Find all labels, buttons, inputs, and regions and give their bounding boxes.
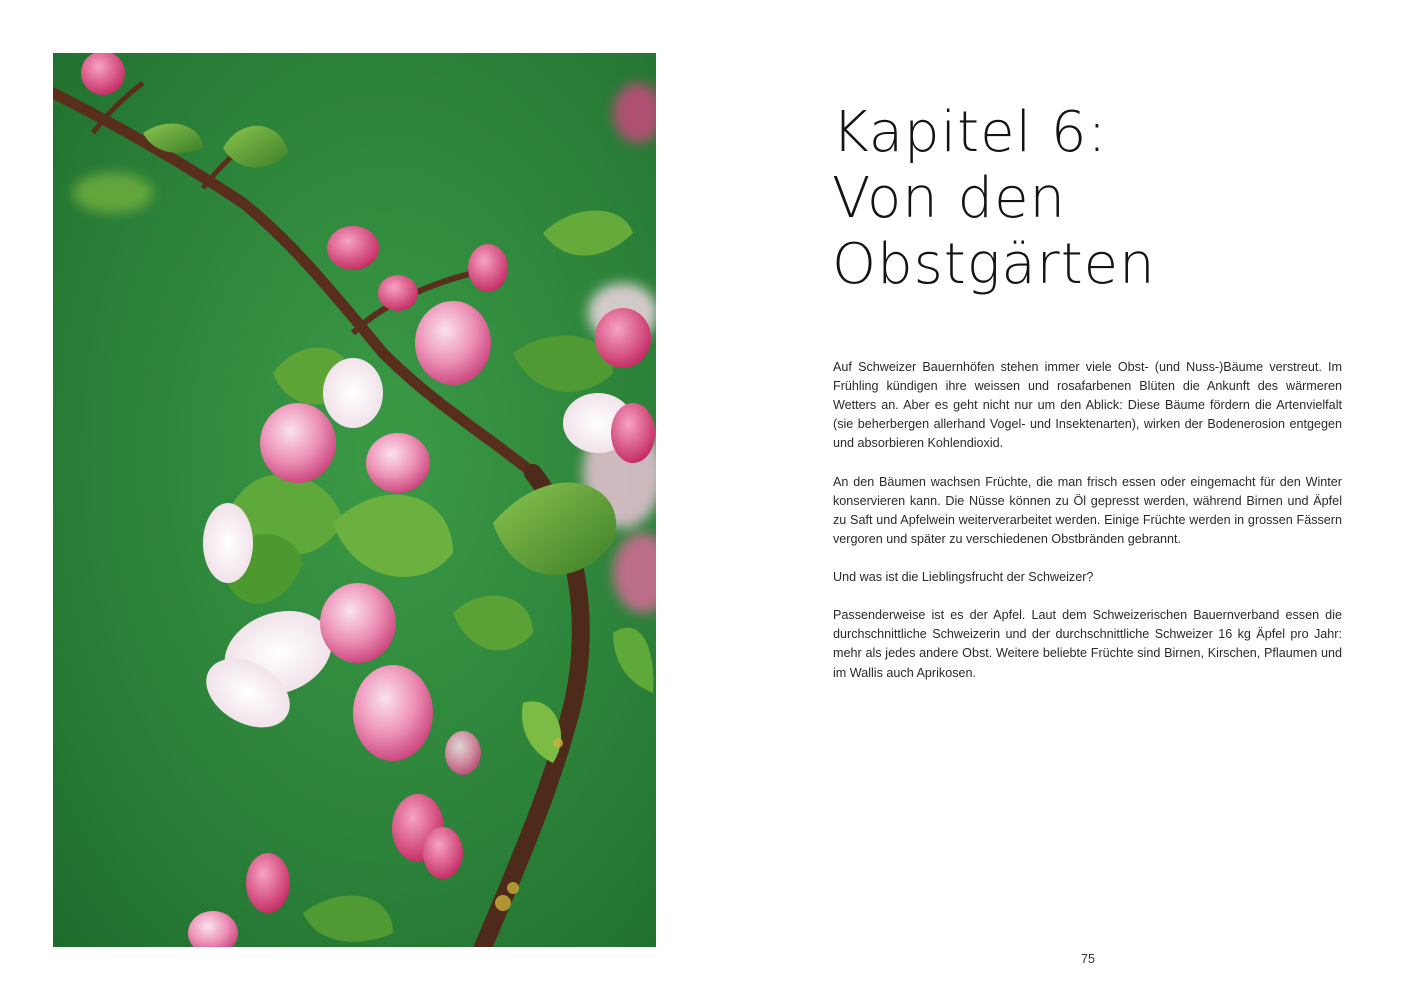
- apple-blossom-photo: [53, 53, 656, 947]
- paragraph-3: Und was ist die Lieblingsfrucht der Schweizer?: [833, 570, 1094, 585]
- chapter-title: [832, 100, 1352, 298]
- paragraph-2: An den Bäumen wachsen Früchte, die man frisch essen oder eingemacht für den Winter konservieren kann. Die Nüsse können zu Öl gepresst werden, während Birnen und Äpfel zu Saft und Apfelwein weiterverarbeitet werden. Einige Früchte werden in grossen Fässern vergoren und später zu verschiedenen Obstbränden gebrannt.: [833, 474, 1342, 546]
- chapter-title-line-2: Von den: [832, 166, 1067, 231]
- paragraph-1: Auf Schweizer Bauernhöfen stehen immer viele Obst- (und Nuss-)Bäume verstreut. Im Frühling kündigen ihre weissen und rosafarbenen Blüten die Ankunft des wärmeren Wetters an. Aber es geht nicht nur um den Ablick: Diese Bäume fördern die Artenvielfalt (sie beherbergen allerhand Vogel- und Insektenarten), wirken der Bodenerosion entgegen und absorbieren Kohlendioxid.: [833, 360, 1342, 451]
- paragraph-4: Passenderweise ist es der Apfel. Laut dem Schweizerischen Bauernverband essen die durchschnittliche Schweizerin und der durchschnittliche Schweizer 16 kg Äpfel pro Jahr: mehr als jedes andere Obst. Weitere beliebte Früchte sind Birnen, Kirschen, Pflaumen und im Wallis auch Aprikosen.: [833, 608, 1342, 680]
- page-number: 75: [1081, 952, 1095, 966]
- apple-blossom-illustration: [53, 53, 656, 947]
- chapter-title-line-3: Obstgärten: [832, 232, 1156, 297]
- chapter-title-line-1: Kapitel 6:: [832, 100, 1108, 165]
- chapter-body: [833, 358, 1342, 702]
